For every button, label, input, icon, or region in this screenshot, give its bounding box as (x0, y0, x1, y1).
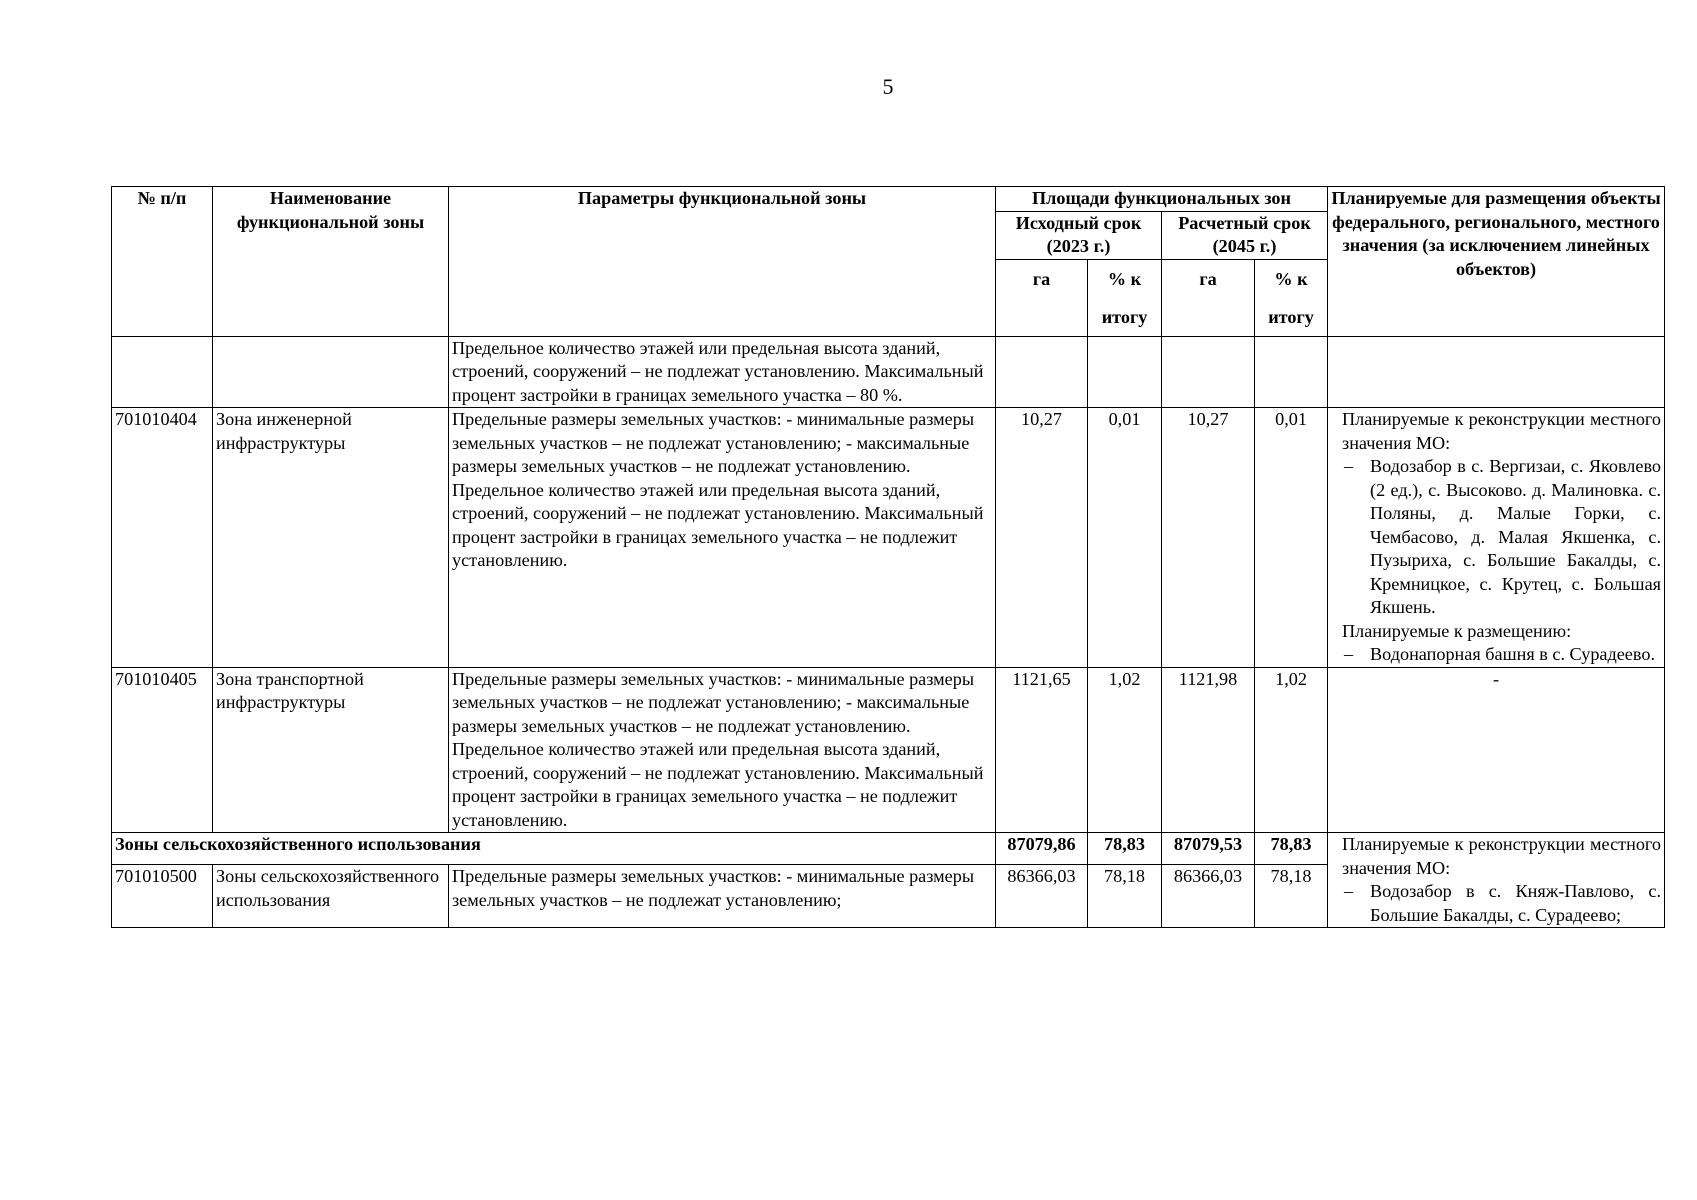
objects-intro: Планируемые к реконструкции местного значения МО: (1342, 834, 1662, 878)
row-ha-2045 (1162, 336, 1255, 408)
row-ha-2023 (996, 336, 1088, 408)
row-params (449, 865, 996, 928)
row-ha-2045: 10,27 (1162, 408, 1255, 668)
row-pct-2023: 78,18 (1088, 865, 1162, 928)
table-row (112, 667, 1665, 833)
row-objects: - (1328, 667, 1665, 833)
row-pct-2045 (1255, 336, 1328, 408)
param-line: - максимальные размеры земельных участков – не подлежат установлению. (452, 692, 970, 736)
row-params (449, 408, 996, 668)
functional-zones-table (111, 186, 1665, 928)
header-ha-2023: га (996, 259, 1088, 336)
row-params (449, 667, 996, 833)
param-line: Предельное количество этажей или предельная высота зданий, строений, сооружений – не подлежат установлению. (452, 739, 941, 783)
header-pct-2045: % к итогу (1255, 259, 1328, 336)
param-line: Предельное количество этажей или предельная высота зданий, строений, сооружений – не подлежат установлению. (452, 479, 941, 523)
row-pct-2023: 0,01 (1088, 408, 1162, 668)
objects-item-text: Водонапорная башня в с. Сурадеево. (1370, 644, 1655, 664)
header-num: № п/п (112, 187, 213, 337)
group-title: Зоны сельскохозяйственного использования (112, 833, 996, 865)
param-line: - максимальные размеры земельных участков – не подлежат установлению. (452, 432, 970, 476)
row-num: 701010405 (112, 667, 213, 833)
objects-item-text: Водозабор в с. Княж-Павлово, с. Большие Бакалды, с. Сурадеево; (1370, 881, 1662, 925)
row-pct-2045: 78,18 (1255, 865, 1328, 928)
row-objects (1328, 336, 1665, 408)
group-pct-2023: 78,83 (1088, 833, 1162, 865)
header-params: Параметры функциональной зоны (449, 187, 996, 337)
row-params (449, 336, 996, 408)
row-ha-2045: 86366,03 (1162, 865, 1255, 928)
param-line: Предельные размеры земельных участков: (452, 409, 782, 429)
objects-list-item (1342, 643, 1661, 667)
header-target-term: Расчетный срок (2045 г.) (1162, 211, 1328, 259)
row-zone-name: Зона транспортной инфраструктуры (213, 667, 449, 833)
row-num: 701010404 (112, 408, 213, 668)
header-pct-2023: % к итогу (1088, 259, 1162, 336)
header-initial-term: Исходный срок (2023 г.) (996, 211, 1162, 259)
row-zone-name (213, 336, 449, 408)
param-line: Предельные размеры земельных участков: (452, 668, 782, 689)
param-line: Максимальный процент застройки в границах земельного участка – не подлежит установлению. (452, 762, 984, 830)
row-ha-2023: 10,27 (996, 408, 1088, 668)
table-row (112, 336, 1665, 408)
param-line: Предельные размеры земельных участков: (452, 866, 782, 887)
param-line: - минимальные размеры земельных участков – не подлежат установлению; (452, 866, 975, 910)
row-zone-name: Зоны сельскохозяйственного использования (213, 865, 449, 928)
row-pct-2045: 1,02 (1255, 667, 1328, 833)
objects-intro: Планируемые к реконструкции местного значения МО: (1342, 409, 1662, 453)
row-ha-2045: 1121,98 (1162, 667, 1255, 833)
param-line: - минимальные размеры земельных участков – не подлежат установлению; (452, 668, 975, 712)
row-ha-2023: 86366,03 (996, 865, 1088, 928)
group-ha-2045: 87079,53 (1162, 833, 1255, 865)
row-ha-2023: 1121,65 (996, 667, 1088, 833)
row-pct-2023 (1088, 336, 1162, 408)
objects-list-item (1342, 880, 1661, 927)
row-num: 701010500 (112, 865, 213, 928)
table-header (112, 187, 1665, 337)
param-line: Предельное количество этажей или предельная высота зданий, строений, сооружений – не подлежат установлению. (452, 337, 941, 381)
group-objects (1328, 833, 1665, 928)
dash-bullet: – (1344, 881, 1354, 901)
row-objects (1328, 408, 1665, 668)
param-line: - минимальные размеры земельных участков – не подлежат установлению; (452, 409, 975, 453)
dash-bullet: – (1344, 456, 1354, 476)
header-ha-2045: га (1162, 259, 1255, 336)
table-row (112, 408, 1665, 668)
page-number: 5 (882, 74, 894, 99)
row-num (112, 336, 213, 408)
header-areas: Площади функциональных зон (996, 187, 1328, 212)
objects-item-text: Водозабор в с. Вергизаи, с. Яковлево (2 ед.), с. Высоково. д. Малиновка. с. Поляны, д. Малые Горки, с. Чембасово, д. Малая Якшенка, с. Пузыриха, с. Большие Бакалды, с. Кремницкое, с. Крутец, с. Большая Якшень. (1370, 456, 1662, 617)
dash-bullet: – (1344, 644, 1354, 664)
param-line: Максимальный процент застройки в границах земельного участка – не подлежит установлению. (452, 503, 984, 570)
group-ha-2023: 87079,86 (996, 833, 1088, 865)
row-zone-name: Зона инженерной инфраструктуры (213, 408, 449, 668)
row-pct-2045: 0,01 (1255, 408, 1328, 668)
header-name: Наименование функциональной зоны (213, 187, 449, 337)
param-line: Максимальный процент застройки в границах земельного участка – 80 %. (452, 361, 984, 405)
group-pct-2045: 78,83 (1255, 833, 1328, 865)
objects-intro-2: Планируемые к размещению: (1342, 620, 1572, 641)
row-pct-2023: 1,02 (1088, 667, 1162, 833)
header-objects: Планируемые для размещения объекты федерального, регионального, местного значения (за исключением линейных объектов) (1328, 187, 1665, 337)
objects-list-item (1342, 455, 1661, 620)
group-row (112, 833, 1665, 865)
